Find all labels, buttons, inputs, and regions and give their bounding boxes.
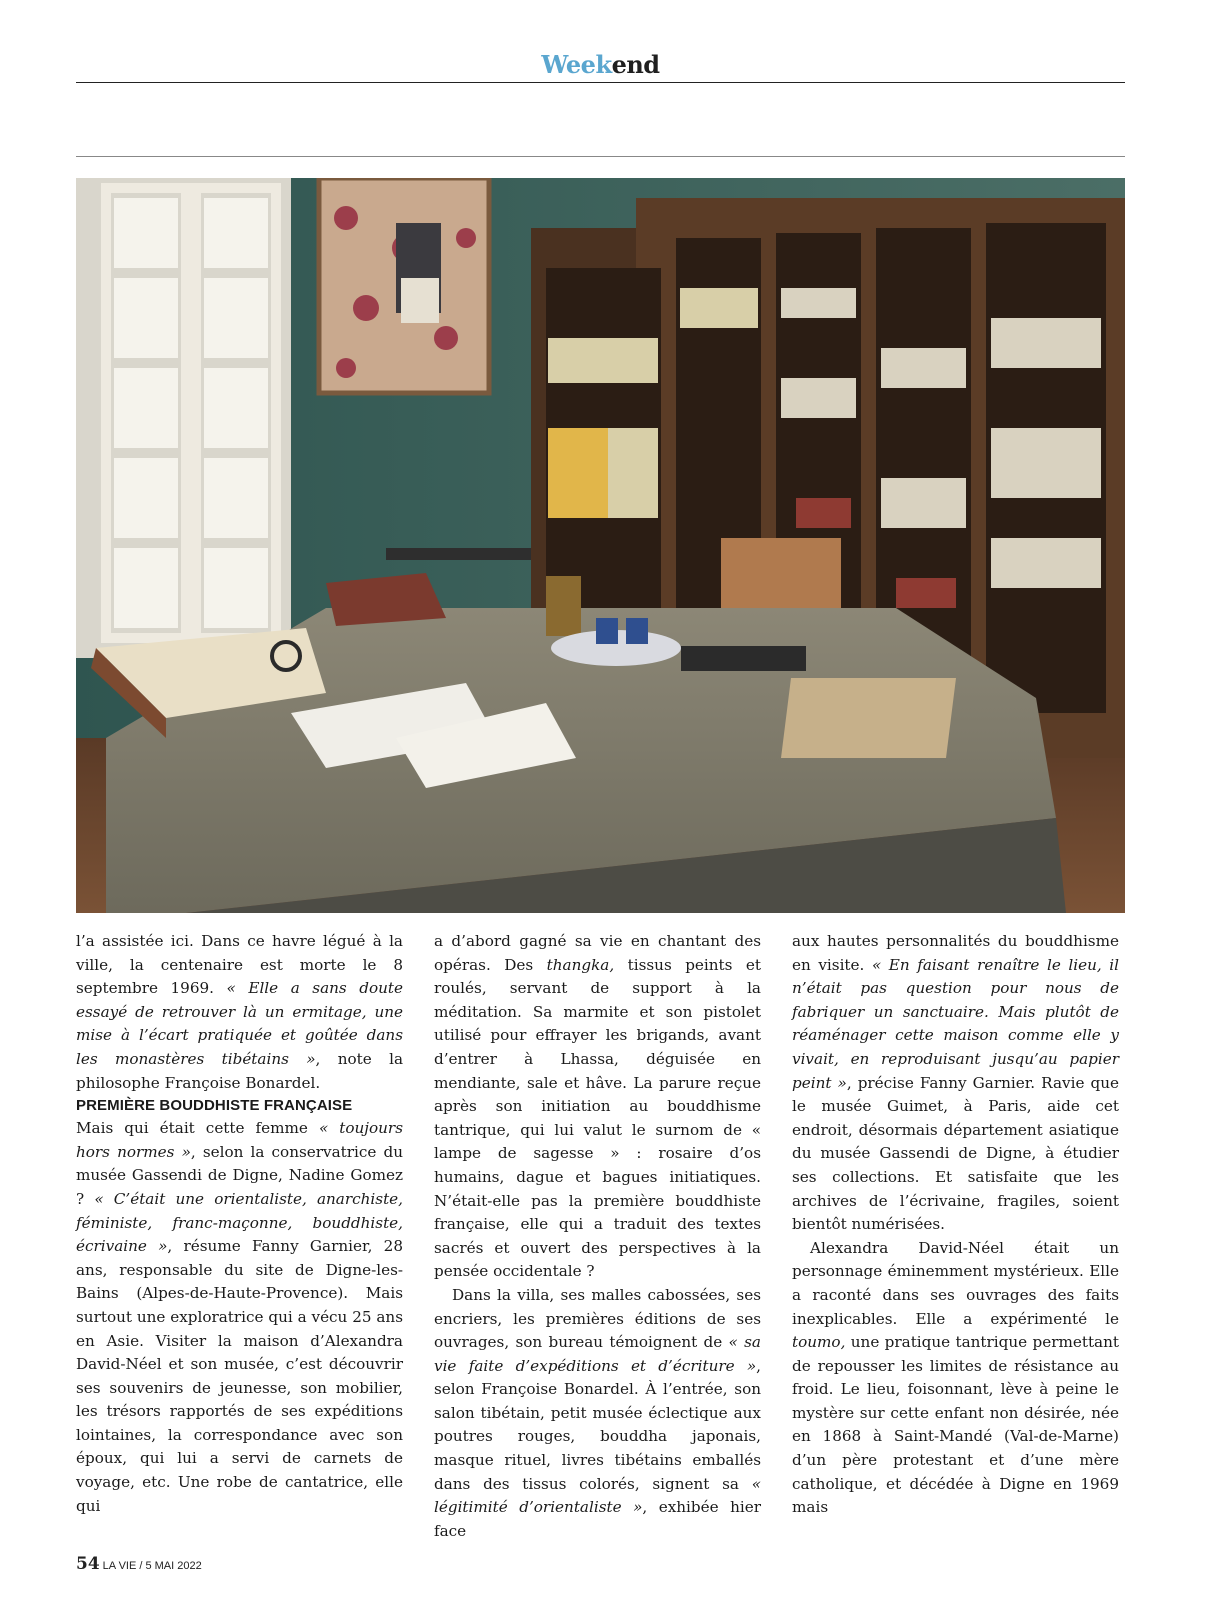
term: toumo, — [792, 1333, 846, 1352]
photo-image — [76, 178, 1125, 913]
text-run: aux hautes personnalités du bouddhisme en visite. — [792, 932, 1119, 974]
text-run: Alexandra David-Néel était un personnage éminemment mystérieux. Elle a raconté dans ses ouvrages des faits inexplicables. Elle a expérimenté le — [792, 1238, 1119, 1328]
text-column-2 — [434, 930, 761, 1543]
text-run: , exhibée hier face — [434, 1498, 761, 1540]
section-title-part1: Week — [541, 50, 612, 79]
article-photo — [76, 178, 1125, 913]
page-header — [76, 48, 1125, 83]
page-number: 54 — [76, 1554, 100, 1574]
text-run: , précise Fanny Garnier. Ravie que le musée Guimet, à Paris, aide cet endroit, désormais département asiatique du musée Gassendi de Digne, à étudier ses collections. Et satisfaite que les archives de l’écrivaine, fragiles, soient bientôt numérisées. — [792, 1073, 1119, 1234]
text-run: , selon la conservatrice du musée Gassendi de Digne, Nadine Gomez ? — [76, 1142, 403, 1208]
text-column-3 — [792, 930, 1119, 1520]
section-title-part2: end — [611, 50, 660, 79]
quote: « légitimité d’orientaliste » — [434, 1474, 761, 1517]
quote: « Elle a sans doute essayé de retrouver là un ermitage, une mise à l’écart pratiquée et goûtée dans les monastères tibétains » — [76, 979, 403, 1068]
text-run: , note la philosophe Françoise Bonardel. — [76, 1049, 403, 1092]
quote: « En faisant renaître le lieu, il n’était pas question pour nous de fabriquer un sanctuaire. Mais plutôt de réaménager cette maison comme elle y vivait, en reproduisant jusqu’au papier peint » — [792, 955, 1119, 1092]
text-run: une pratique tantrique permettant de repousser les limites de résistance au froid. Le lieu, foisonnant, lève à peine le mystère sur cette enfant non désirée, née en 1868 à Saint-Mandé (Val-de-Marne) d’un père protestant et d’une mère catholique, et décédée à Digne en 1969 mais — [792, 1333, 1119, 1517]
header-rule — [76, 156, 1125, 157]
publication-info: LA VIE / 5 MAI 2022 — [102, 1560, 202, 1572]
text-run: , résume Fanny Garnier, 28 ans, responsable du site de Digne-les-Bains (Alpes-de-Haute-Provence). Mais surtout une exploratrice qui a vécu 25 ans en Asie. Visiter la maison d’Alexandra David-Néel et son musée, c’est découvrir ses souvenirs de jeunesse, son mobilier, les trésors rapportés de ses expéditions lointaines, la correspondance avec son époux, qui lui a servi de carnets de voyage, etc. Une robe de cantatrice, elle qui — [76, 1237, 403, 1515]
text-run: a d’abord gagné sa vie en chantant des opéras. Des — [434, 932, 761, 974]
term: thangka, — [546, 955, 615, 974]
text-run: l’a assistée ici. Dans ce havre légué à la ville, la centenaire est morte le 8 septembre 1969. — [76, 932, 403, 998]
page-footer — [76, 1554, 202, 1574]
quote: « C’était une orientaliste, anarchiste, féministe, franc-maçonne, bouddhiste, écrivaine » — [76, 1189, 403, 1256]
text-run: Mais qui était cette femme — [76, 1119, 319, 1138]
text-column-1 — [76, 930, 403, 1518]
text-run: , selon Françoise Bonardel. À l’entrée, son salon tibétain, petit musée éclectique aux poutres rouges, bouddha japonais, masque rituel, livres tibétains emballés dans des tissus colorés, signent sa — [434, 1356, 761, 1493]
section-title — [76, 50, 1125, 79]
subhead: PREMIÈRE BOUDDHISTE FRANÇAISE — [76, 1097, 353, 1115]
text-run: tissus peints et roulés, servant de support à la méditation. Sa marmite et son pistolet utilisé pour effrayer les brigands, avant d’entrer à Lhassa, déguisée en mendiante, sale et hâve. La parure reçue après son initiation au bouddhisme tantrique, qui lui valut le surnom de « lampe de sagesse » : rosaire d’os humains, dague et bagues initiatiques. N’était-elle pas la première bouddhiste française, elle qui a traduit des textes sacrés et ouvert des perspectives à la pensée occidentale ? — [434, 955, 761, 1281]
quote: « toujours hors normes » — [76, 1119, 403, 1161]
text-run: Dans la villa, ses malles cabossées, ses encriers, les premières éditions de ses ouvrages, son bureau témoignent de — [434, 1285, 761, 1352]
quote: « sa vie faite d’expéditions et d’écriture » — [434, 1333, 761, 1375]
